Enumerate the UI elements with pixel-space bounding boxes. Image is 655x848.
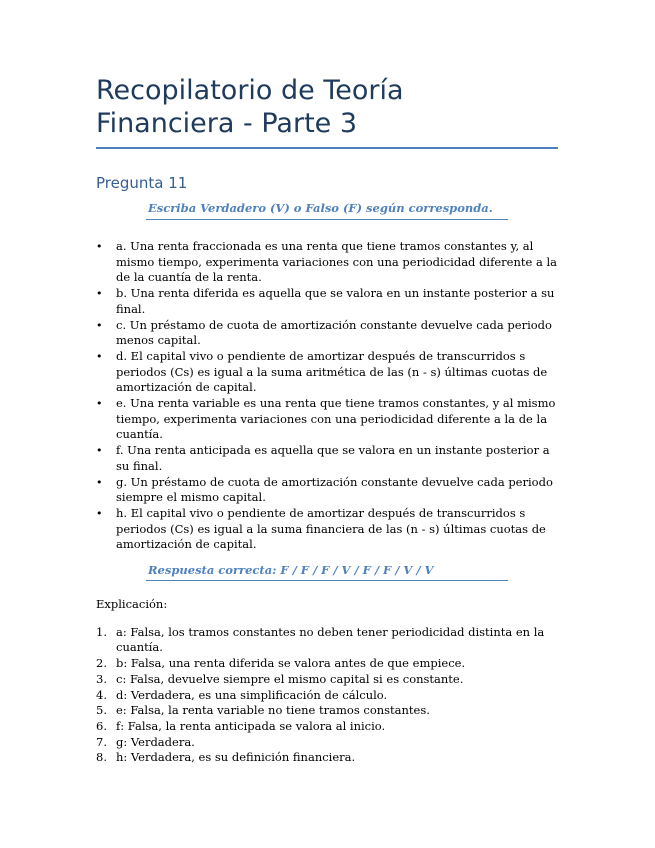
item-number: 3. (96, 671, 107, 686)
list-item (96, 286, 558, 317)
item-number: 4. (96, 687, 107, 702)
bullet-icon: • (96, 287, 103, 301)
bullet-icon: • (96, 318, 103, 332)
document-title (96, 74, 558, 149)
explanation-text: c: Falsa, devuelve siempre el mismo capital si es constante. (116, 671, 464, 686)
bullet-icon: • (96, 397, 103, 411)
explanation-label: Explicación: (96, 597, 168, 612)
statement-text: h. El capital vivo o pendiente de amortizar después de transcurridos s periodos (Cs) es igual a la suma financiera de las (n - s) últimas cuotas de amortización de capital. (116, 505, 546, 552)
statement-text: g. Un préstamo de cuota de amortización constante devuelve cada periodo siempre el mismo capital. (116, 474, 553, 505)
bullet-icon: • (96, 506, 103, 520)
statement-text: c. Un préstamo de cuota de amortización constante devuelve cada periodo menos capital. (116, 317, 552, 348)
list-item (96, 672, 558, 688)
explanation-text: e: Falsa, la renta variable no tiene tramos constantes. (116, 703, 430, 718)
item-number: 8. (96, 750, 107, 765)
item-number: 1. (96, 624, 107, 639)
item-number: 5. (96, 703, 107, 718)
bullet-icon: • (96, 349, 103, 363)
explanation-text: f: Falsa, la renta anticipada se valora al inicio. (116, 718, 386, 733)
list-item (96, 750, 558, 766)
list-item (96, 475, 558, 506)
list-item (96, 396, 558, 443)
explanation-text: d: Verdadera, es una simplificación de cálculo. (116, 687, 388, 702)
bullet-icon: • (96, 444, 103, 458)
list-item (96, 656, 558, 672)
list-item (96, 688, 558, 704)
explanation-list (96, 625, 558, 766)
explanation-text: b: Falsa, una renta diferida se valora antes de que empiece. (116, 656, 466, 671)
statement-text: e. Una renta variable es una renta que tiene tramos constantes, y al mismo tiempo, experimenta variaciones con una periodicidad diferente a la de la cuantía. (116, 396, 556, 442)
document-page (96, 74, 558, 766)
item-number: 6. (96, 718, 107, 733)
list-item (96, 703, 558, 719)
list-item (96, 318, 558, 349)
statement-text: b. Una renta diferida es aquella que se valora en un instante posterior a su final. (116, 286, 555, 316)
bullet-icon: • (96, 475, 103, 489)
statement-text: f. Una renta anticipada es aquella que se valora en un instante posterior a su final. (116, 443, 550, 473)
instruction-text: Escriba Verdadero (V) o Falso (F) según corresponda. (148, 201, 493, 215)
answer-block (146, 563, 508, 581)
statement-text: a. Una renta fraccionada es una renta que tiene tramos constantes y, al mismo tiempo, experimenta variaciones con una periodicidad diferente a la de la cuantía de la renta. (116, 239, 558, 285)
explanation-text: g: Verdadera. (116, 734, 195, 749)
list-item (96, 625, 558, 656)
title-line-2: Financiera - Parte 3 (96, 108, 358, 139)
list-item (96, 719, 558, 735)
statement-text: d. El capital vivo o pendiente de amortizar después de transcurridos s periodos (Cs) es igual a la suma aritmética de las (n - s) últimas cuotas de amortización de capital. (116, 348, 548, 395)
answer-text: Respuesta correcta: F / F / F / V / F / F / V / V (148, 563, 434, 578)
bullet-icon: • (96, 240, 103, 253)
question-heading: Pregunta 11 (96, 174, 188, 192)
statement-list (96, 239, 558, 553)
item-number: 7. (96, 734, 107, 749)
list-item (96, 735, 558, 751)
list-item (96, 443, 558, 474)
list-item (96, 349, 558, 396)
explanation-text: a: Falsa, los tramos constantes no deben tener periodicidad distinta en la cuantía. (116, 624, 545, 655)
explanation-text: h: Verdadera, es su definición financiera. (116, 750, 356, 765)
title-line-1: Recopilatorio de Teoría (96, 75, 404, 106)
item-number: 2. (96, 656, 107, 671)
instruction-block (146, 201, 508, 220)
list-item (96, 506, 558, 553)
list-item (96, 239, 558, 286)
